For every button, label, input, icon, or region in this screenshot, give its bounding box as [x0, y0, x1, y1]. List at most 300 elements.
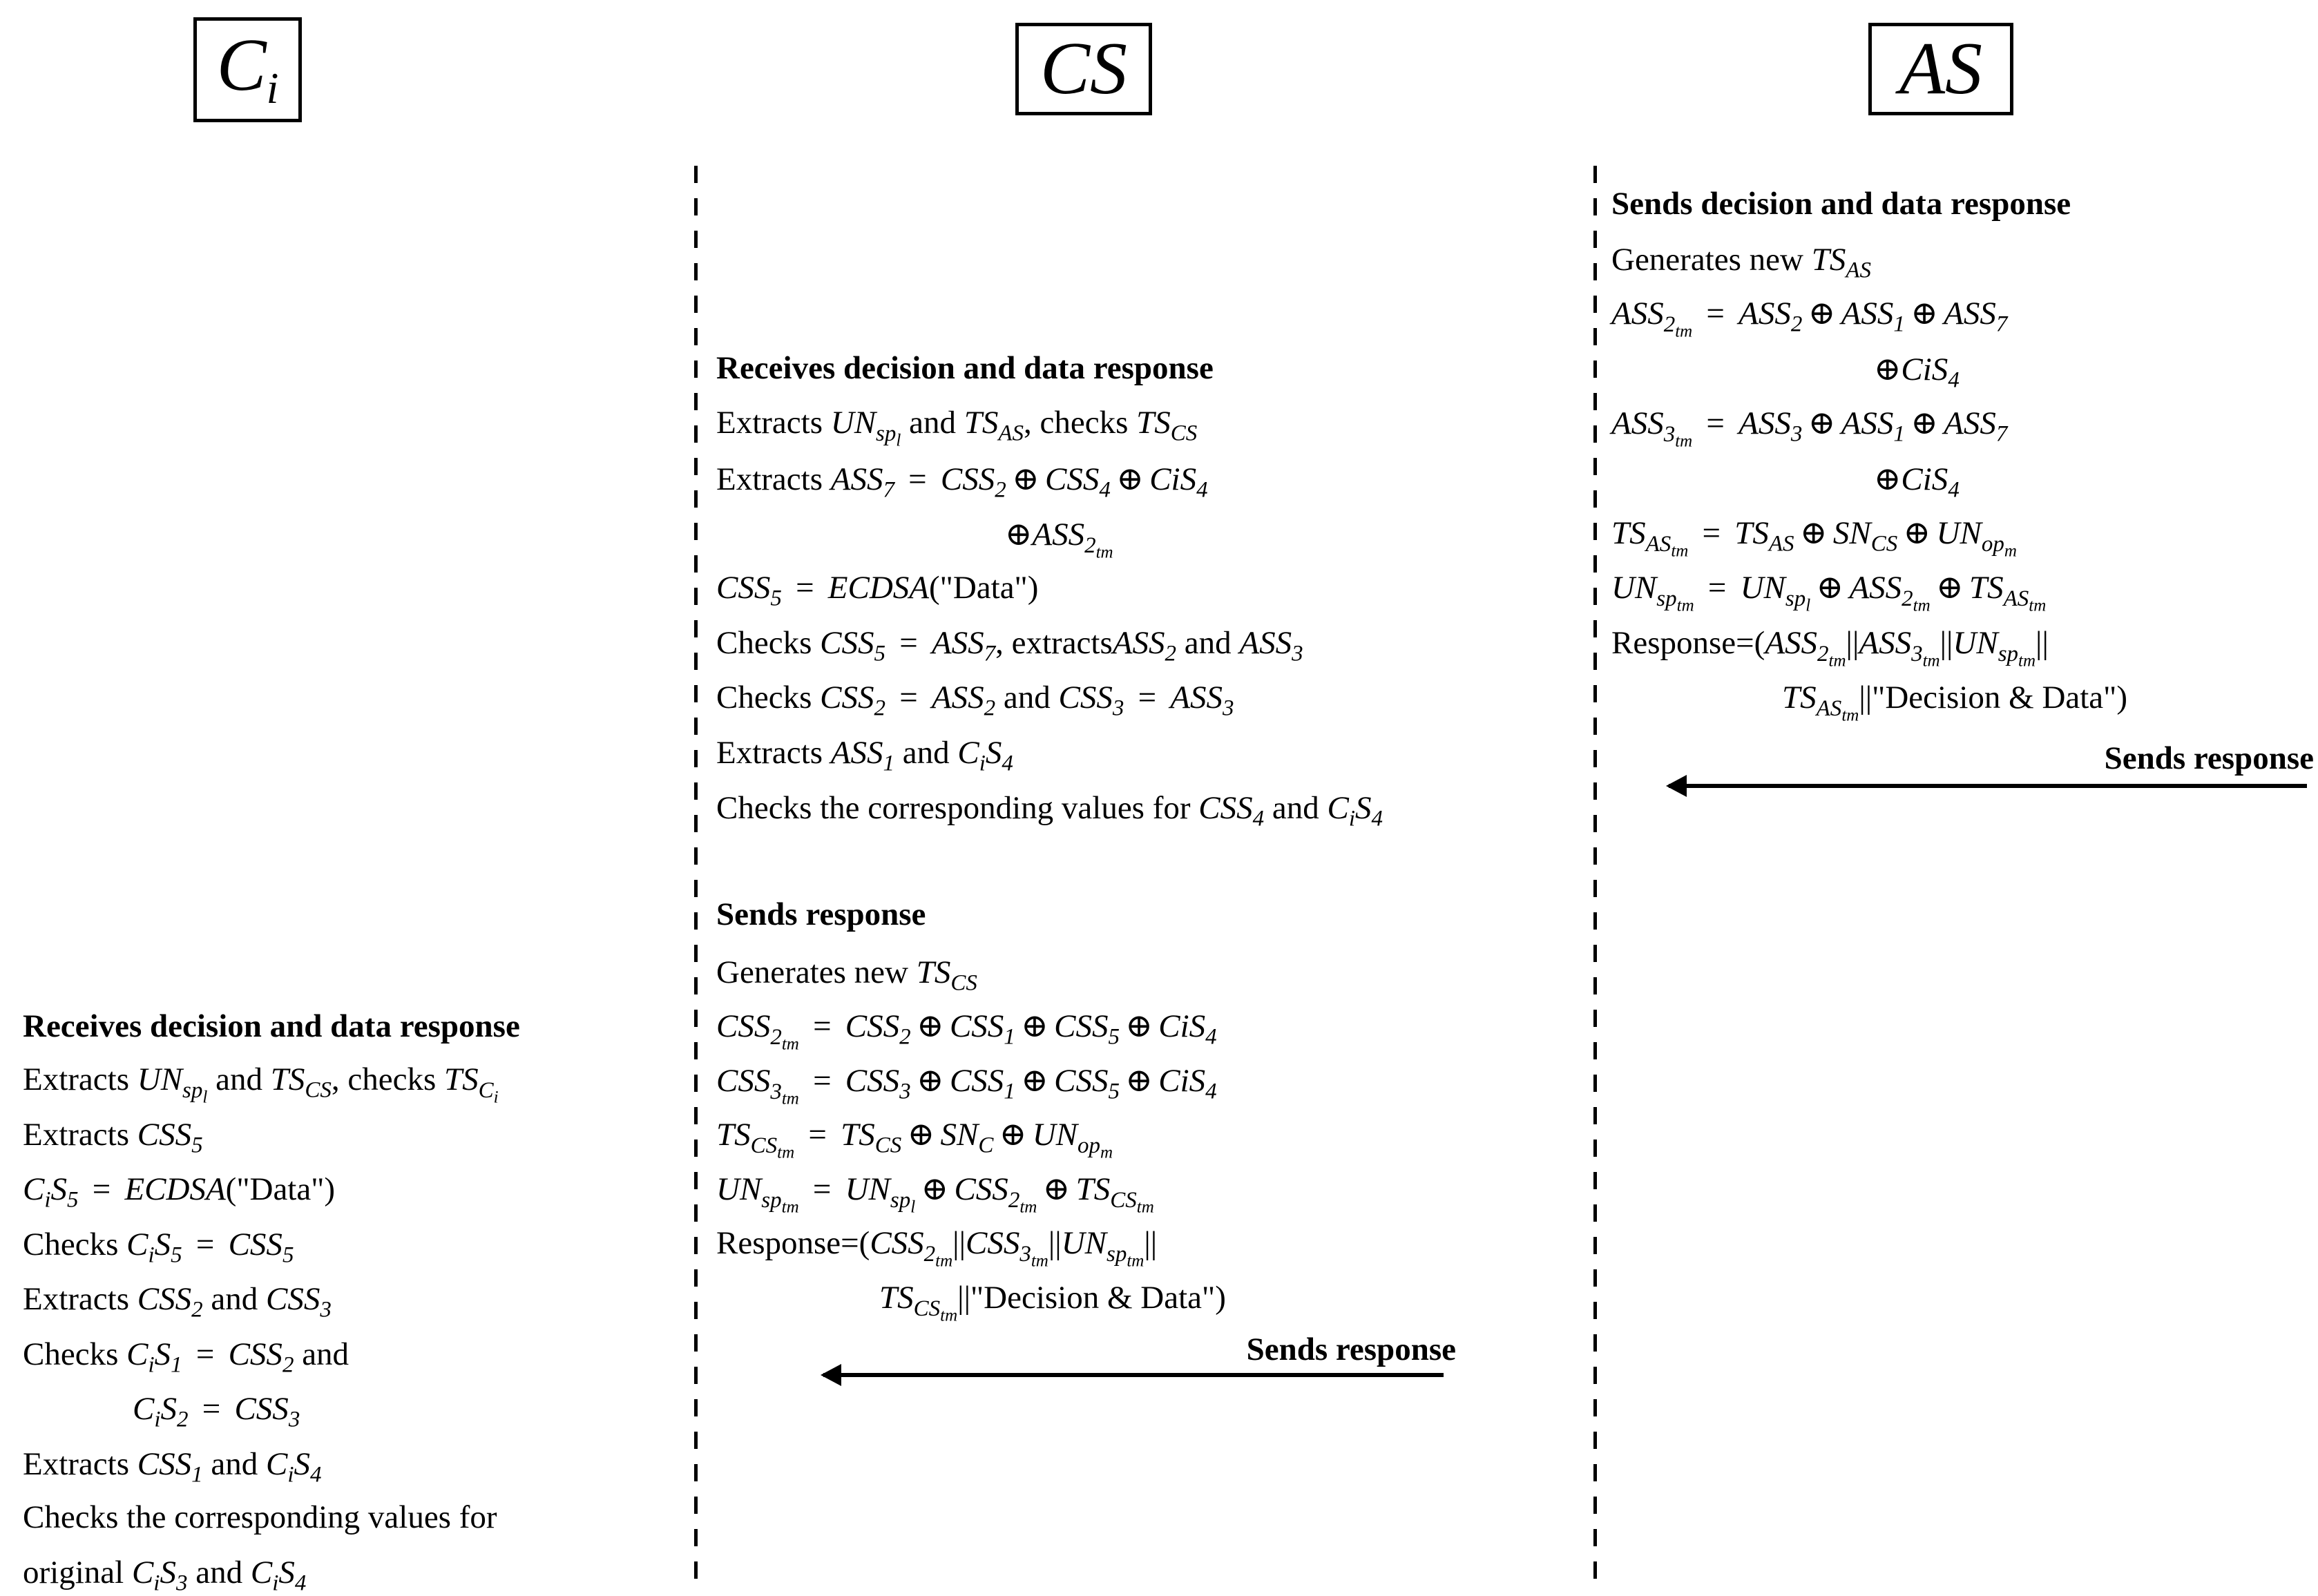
as-step [1874, 460, 1960, 503]
math-symbol: $S_4$ [1355, 790, 1383, 831]
math-symbol: $SN_{CS}$ [1832, 515, 1898, 557]
subscript: AStm [2003, 586, 2047, 615]
cs-receive-step [716, 460, 1208, 503]
math-symbol: $ASS_3$ [1170, 680, 1234, 721]
lifeline-client-cs-divider [694, 166, 698, 1581]
math-symbol: $CSS_5$ [820, 625, 885, 666]
math-symbol: $CSS_2$ [820, 680, 885, 721]
subscript: 1 [191, 1462, 203, 1488]
subscript: 2 [1165, 641, 1176, 666]
as-step [1611, 514, 2017, 561]
as-arrow-label: Sends response [2104, 740, 2314, 776]
step-text: Checks the corresponding values for [716, 790, 1199, 826]
subscript: 2tm [1817, 641, 1846, 671]
subscript: CS [950, 970, 977, 996]
client-step [23, 1280, 332, 1323]
math-operator: = [805, 1008, 840, 1044]
subscript: 7 [883, 477, 894, 503]
math-symbol: $C_i$ [131, 1555, 160, 1596]
arrowhead-left-icon [821, 1364, 841, 1386]
math-symbol: $ASS_{3_{tm}}$ [1611, 405, 1693, 451]
subscript: C [978, 1133, 994, 1158]
subscript: 3tm [770, 1079, 799, 1108]
subscript: AS [998, 421, 1024, 446]
step-text: Checks [23, 1336, 127, 1372]
sub-subscript: tm [1841, 706, 1859, 725]
subscript: sptm [761, 1187, 799, 1217]
step-text: ⊕ [1005, 517, 1033, 552]
math-symbol: $CSS_4$ [1045, 461, 1111, 503]
subscript: 4 [1002, 751, 1013, 776]
math-operator: ⊕ [1910, 405, 1938, 441]
math-symbol: $TS_{AS}$ [964, 405, 1024, 446]
as-step [1874, 350, 1960, 393]
subscript: CStm [750, 1133, 795, 1162]
subscript: i [148, 1242, 155, 1268]
cs-send-title: Sends response [716, 896, 926, 932]
subscript: i [154, 1407, 161, 1432]
subscript: 2 [1790, 311, 1803, 337]
step-text: ("Data") [225, 1171, 336, 1207]
client-step [23, 1060, 499, 1107]
step-text: Checks [716, 625, 821, 661]
math-symbol: $CSS_5$ [228, 1227, 294, 1268]
math-symbol: $CSS_5$ [716, 570, 782, 611]
math-symbol: $UN_{op_m}$ [1936, 515, 2017, 561]
sub-subscript: tm [1675, 432, 1693, 451]
as-section-title: Sends decision and data response [1611, 186, 2071, 222]
math-operator: ⊕ [1808, 405, 1836, 441]
cs-send-step [879, 1278, 1226, 1325]
subscript: 5 [171, 1242, 182, 1268]
math-symbol: CiS$_4$ [1158, 1008, 1217, 1050]
math-symbol: $S_5$ [154, 1227, 182, 1268]
math-operator: = [805, 1171, 840, 1207]
sub-subscript: tm [1031, 1251, 1048, 1271]
subscript: AStm [1645, 531, 1689, 561]
subscript: 3 [175, 1570, 188, 1596]
subscript: spl [890, 1187, 916, 1217]
math-symbol: $ASS_2$ [1738, 296, 1803, 337]
math-symbol: $TS_{CS_{tm}}$ [1075, 1171, 1154, 1217]
subscript: i [148, 1352, 155, 1378]
math-symbol: $CSS_3$ [234, 1391, 300, 1432]
math-symbol: $TS_{CS}$ [916, 954, 977, 996]
subscript: 2 [984, 695, 996, 721]
sub-subscript: tm [1676, 596, 1694, 615]
math-operator: = [193, 1391, 229, 1427]
entity-cs-header [1015, 23, 1152, 115]
subscript: 5 [770, 586, 782, 611]
math-symbol: $C_i$ [250, 1555, 279, 1596]
math-symbol: $C_i$ [126, 1336, 155, 1378]
math-symbol: $S_3$ [160, 1555, 188, 1596]
math-symbol: $TS_{CS}$ [841, 1117, 902, 1158]
math-symbol: $C_i$ [265, 1446, 294, 1488]
sub-subscript: l [896, 431, 901, 450]
sub-subscript: tm [1913, 596, 1931, 615]
step-text: and [294, 1336, 349, 1372]
subscript: Ci [478, 1077, 499, 1107]
subscript: 2tm [1902, 586, 1931, 615]
sub-subscript: tm [1922, 651, 1940, 671]
math-symbol: $TS_{AS}$ [1811, 242, 1872, 283]
as-step [1611, 404, 2008, 451]
subscript: 5 [191, 1133, 203, 1158]
subscript: 1 [883, 751, 894, 776]
subscript: 1 [1004, 1024, 1015, 1050]
step-text: , checks [331, 1061, 444, 1097]
math-operator: = [891, 680, 926, 715]
math-symbol: $CSS_5$ [1054, 1008, 1120, 1050]
math-symbol: $S_4$ [294, 1446, 322, 1488]
math-symbol: $ASS_2$ [1112, 625, 1176, 666]
step-text: and [1264, 790, 1328, 826]
step-text: Generates new [716, 954, 917, 990]
math-symbol: CiS$_4$ [1901, 461, 1960, 503]
client-step [23, 1170, 336, 1213]
math-symbol: $CSS_2$ [228, 1336, 294, 1378]
subscript: i [44, 1187, 51, 1213]
step-text: Response=( [716, 1225, 870, 1261]
math-operator: ⊕ [1042, 1171, 1071, 1207]
math-operator: = [1700, 570, 1735, 606]
math-operator: ⊕ [921, 1171, 948, 1207]
cs-receive-step [1005, 515, 1113, 562]
entity-as-label: AS [1899, 28, 1982, 110]
step-text: and [995, 680, 1059, 715]
math-symbol: $CSS_3$ [845, 1063, 911, 1104]
subscript: sptm [1106, 1241, 1144, 1271]
client-step [23, 1225, 294, 1268]
step-text: Response=( [1611, 625, 1765, 661]
subscript: sptm [1998, 641, 2036, 671]
subscript: 4 [294, 1570, 307, 1596]
math-symbol: $S_4$ [278, 1555, 307, 1596]
math-symbol: $CSS_5$ [137, 1117, 203, 1158]
step-text: Extracts [716, 405, 831, 441]
sub-subscript: tm [2018, 651, 2036, 671]
subscript: 2tm [923, 1241, 953, 1271]
math-symbol: $CSS_{2_{tm}}$ [954, 1171, 1037, 1217]
cs-send-step [716, 1115, 1113, 1162]
subscript: 5 [874, 641, 885, 666]
sub-subscript: m [2004, 541, 2017, 561]
subscript: 1 [1004, 1079, 1015, 1104]
math-symbol: $S_5$ [50, 1171, 79, 1213]
math-symbol: $CSS_4$ [1198, 790, 1265, 831]
step-text: Extracts [23, 1446, 137, 1482]
math-symbol: CiS$_4$ [1158, 1063, 1217, 1104]
math-symbol: $ASS_1$ [1841, 405, 1905, 447]
math-symbol: $UN_{sp_l}$ [137, 1061, 208, 1107]
math-operator: ⊕ [907, 1117, 935, 1153]
math-symbol: $C_i$ [1327, 790, 1356, 831]
step-text: and [187, 1555, 251, 1590]
step-text: Generates new [1611, 242, 1812, 278]
subscript: 3 [1292, 641, 1303, 666]
subscript: 1 [1893, 421, 1905, 447]
math-operator: ⊕ [1808, 296, 1836, 331]
math-symbol: $ASS_{2_{tm}}$ [1611, 296, 1693, 341]
math-symbol: $TS_{CS}$ [270, 1061, 332, 1103]
subscript: 7 [1995, 311, 2008, 337]
subscript: AS [1846, 258, 1872, 283]
step-text: Extracts [716, 461, 831, 497]
client-section-title: Receives decision and data response [23, 1008, 520, 1044]
math-operator: ⊕ [1021, 1008, 1048, 1044]
math-operator: = [800, 1117, 835, 1153]
math-symbol: $TS_{CS_{tm}}$ [879, 1280, 958, 1325]
client-step [23, 1445, 322, 1488]
sub-subscript: tm [781, 1198, 799, 1217]
math-symbol: $TS_{CS_{tm}}$ [716, 1117, 795, 1162]
math-operator: = [891, 625, 926, 661]
subscript: 2 [191, 1297, 203, 1323]
subscript: 3tm [1663, 421, 1693, 451]
math-symbol: $ASS_{2_{tm}}$ [1849, 570, 1931, 615]
as-step [1611, 568, 2047, 615]
subscript: 3tm [1911, 641, 1940, 671]
sub-subscript: tm [1828, 651, 1846, 671]
math-operator: ⊕ [1800, 515, 1828, 551]
math-symbol: $CSS_3$ [265, 1281, 332, 1323]
math-symbol: $C_i$ [23, 1171, 51, 1213]
cs-send-step [716, 1061, 1217, 1108]
cs-receive-step [716, 789, 1383, 831]
math-operator: = [84, 1171, 119, 1207]
subscript: i [272, 1570, 279, 1596]
step-text: Extracts [23, 1281, 137, 1317]
math-operator: ⊕ [1936, 570, 1964, 606]
math-symbol: $ASS_{2_{tm}}$ [1765, 625, 1846, 671]
cs-receive-title: Receives decision and data response [716, 350, 1214, 386]
subscript: CS [1170, 421, 1198, 446]
subscript: spl [182, 1077, 208, 1107]
subscript: spl [1785, 586, 1811, 615]
sub-subscript: tm [1127, 1251, 1144, 1271]
cs-receive-step [716, 678, 1234, 721]
subscript: 4 [1948, 477, 1960, 503]
math-symbol: $CSS_2$ [137, 1281, 203, 1323]
math-operator: = [188, 1336, 223, 1372]
entity-client-label: $C_i$ [216, 24, 279, 113]
subscript: 2 [995, 477, 1006, 503]
sub-subscript: tm [781, 1035, 799, 1054]
math-symbol: $TS_{AS_{tm}}$ [1611, 515, 1689, 561]
cs-arrow-label: Sends response [1246, 1331, 1456, 1367]
subscript: 3 [320, 1297, 332, 1323]
step-text: , extracts [995, 625, 1113, 661]
subscript: 4 [1196, 477, 1208, 503]
subscript: 4 [1371, 806, 1383, 831]
sub-subscript: l [202, 1088, 208, 1107]
math-symbol: $SN_C$ [940, 1117, 994, 1158]
math-operator: ⊕ [1903, 515, 1931, 551]
cs-receive-step [716, 624, 1303, 666]
client-step [23, 1335, 349, 1378]
math-symbol: $TS_{AS_{tm}}$ [1969, 570, 2047, 615]
math-symbol: $ASS_7$ [931, 625, 996, 666]
step-text: and [901, 405, 964, 441]
math-symbol: $TS_{AS_{tm}}$ [1782, 680, 1859, 725]
math-symbol: $C_i$ [126, 1227, 155, 1268]
sub-subscript: tm [2029, 596, 2047, 615]
math-symbol: $CSS_2$ [845, 1008, 911, 1050]
subscript: AS [1768, 531, 1794, 557]
math-symbol: $TS_{CS}$ [1136, 405, 1198, 446]
math-symbol: $CSS_1$ [949, 1063, 1015, 1104]
as-step [1611, 624, 2049, 671]
math-operator: = [787, 570, 823, 606]
subscript: 3 [288, 1407, 300, 1432]
subscript: opm [1077, 1133, 1113, 1162]
step-text: Extracts [716, 735, 831, 771]
math-operator: = [188, 1227, 223, 1262]
sub-subscript: m [1100, 1143, 1113, 1162]
math-symbol: $CSS_{2_{tm}}$ [870, 1225, 953, 1271]
math-operator: ⊕ [999, 1117, 1027, 1153]
math-symbol: $ASS_1$ [830, 735, 894, 776]
math-operator: ⊕ [1816, 570, 1843, 606]
subscript: 7 [984, 641, 996, 666]
step-text: ⊕ [1874, 352, 1902, 387]
sub-subscript: tm [1136, 1198, 1154, 1217]
math-symbol: $UN_{sp_{tm}}$ [1953, 625, 2036, 671]
subscript: CStm [913, 1296, 958, 1325]
step-text: || [1939, 625, 1953, 661]
subscript: 1 [171, 1352, 182, 1378]
math-operator: = [805, 1063, 840, 1099]
subscript: 3 [899, 1079, 911, 1104]
step-text: Checks [23, 1227, 127, 1262]
subscript: 4 [310, 1462, 322, 1488]
math-symbol: $UN_{sp_{tm}}$ [716, 1171, 799, 1217]
subscript: 7 [1995, 421, 2008, 447]
entity-as-header [1868, 23, 2013, 115]
subscript: 2 [177, 1407, 189, 1432]
step-text: Checks the corresponding values for [23, 1499, 497, 1535]
math-operator: = [1698, 405, 1733, 441]
math-operator: ⊕ [1910, 296, 1938, 331]
math-operator: = [1698, 296, 1733, 331]
sub-subscript: i [493, 1088, 499, 1107]
step-text: and [207, 1061, 271, 1097]
cs-receive-step [716, 568, 1039, 611]
math-symbol: $ASS_3$ [1738, 405, 1803, 447]
sub-subscript: tm [1095, 543, 1113, 562]
math-operator: = [1129, 680, 1165, 715]
cs-receive-step [716, 403, 1198, 450]
math-operator: ⊕ [1116, 461, 1144, 497]
math-symbol: $CSS_5$ [1054, 1063, 1120, 1104]
math-symbol: $S_1$ [154, 1336, 182, 1378]
step-text: and [202, 1281, 266, 1317]
subscript: 3tm [1019, 1241, 1048, 1271]
step-text: || [1048, 1225, 1062, 1261]
client-step [23, 1553, 307, 1596]
math-symbol: $TS_{C_i}$ [444, 1061, 499, 1107]
math-symbol: $UN_{sp_l}$ [845, 1171, 916, 1217]
step-text: and [202, 1446, 266, 1482]
sub-subscript: tm [935, 1251, 953, 1271]
subscript: 2tm [770, 1024, 799, 1054]
math-symbol: $CSS_3$ [1058, 680, 1124, 721]
subscript: 2 [282, 1352, 294, 1378]
math-operator: = [900, 461, 935, 497]
sub-subscript: l [910, 1198, 916, 1217]
math-symbol: $UN_{sp_{tm}}$ [1061, 1225, 1144, 1271]
subscript: CS [1870, 531, 1898, 557]
entity-client-header [193, 17, 302, 122]
step-text: || [952, 1225, 966, 1261]
sub-subscript: tm [1671, 541, 1689, 561]
step-text: Checks [716, 680, 821, 715]
math-symbol: ECDSA [124, 1171, 226, 1207]
subscript: 2tm [1084, 532, 1113, 562]
subscript: 2tm [1663, 311, 1693, 341]
step-text: ||"Decision & Data") [1859, 680, 2128, 715]
math-operator: ⊕ [1012, 461, 1040, 497]
math-symbol: $CSS_{3_{tm}}$ [966, 1225, 1048, 1271]
subscript: 4 [1252, 806, 1265, 831]
math-symbol: $CSS_1$ [137, 1446, 203, 1488]
sub-subscript: tm [1675, 322, 1693, 341]
step-text: || [2036, 625, 2049, 661]
step-text: Extracts [23, 1061, 137, 1097]
math-symbol: $CSS_{2_{tm}}$ [716, 1008, 799, 1054]
sub-subscript: tm [940, 1306, 958, 1325]
math-operator: ⊕ [1125, 1008, 1153, 1044]
math-symbol: $CSS_{3_{tm}}$ [716, 1063, 799, 1108]
client-step [23, 1115, 203, 1158]
arrowhead-left-icon [1666, 775, 1687, 797]
math-symbol: $C_i$ [133, 1391, 161, 1432]
subscript: i [979, 751, 986, 776]
subscript: CStm [1110, 1187, 1154, 1217]
subscript: 4 [1205, 1024, 1217, 1050]
math-symbol: $UN_{sp_{tm}}$ [1611, 570, 1694, 615]
math-operator: ⊕ [1021, 1063, 1048, 1099]
math-symbol: $ASS_2$ [931, 680, 996, 721]
subscript: opm [1981, 531, 2017, 561]
math-symbol: $ASS_7$ [830, 461, 894, 503]
step-text: , checks [1024, 405, 1137, 441]
step-text: ⊕ [1874, 461, 1902, 497]
cs-send-step [716, 1224, 1158, 1271]
sub-subscript: tm [781, 1089, 799, 1108]
step-text: || [1144, 1225, 1158, 1261]
entity-cs-label: CS [1040, 28, 1128, 110]
subscript: i [1348, 806, 1356, 831]
step-text: and [894, 735, 958, 771]
step-text: original [23, 1555, 132, 1590]
subscript: 3 [1790, 421, 1803, 447]
math-symbol: $UN_{sp_l}$ [1740, 570, 1811, 615]
cs-receive-step [716, 733, 1013, 776]
math-symbol: $S_2$ [160, 1391, 189, 1432]
as-step [1782, 678, 2128, 725]
step-text: || [1846, 625, 1859, 661]
subscript: 3 [1112, 695, 1124, 721]
math-symbol: $UN_{sp_l}$ [830, 405, 901, 450]
client-step [23, 1498, 497, 1537]
math-symbol: CiS$_4$ [1901, 352, 1960, 393]
math-operator: ⊕ [1125, 1063, 1153, 1099]
step-text: Extracts [23, 1117, 137, 1153]
math-symbol: $CSS_2$ [940, 461, 1006, 503]
subscript: 3 [1223, 695, 1234, 721]
